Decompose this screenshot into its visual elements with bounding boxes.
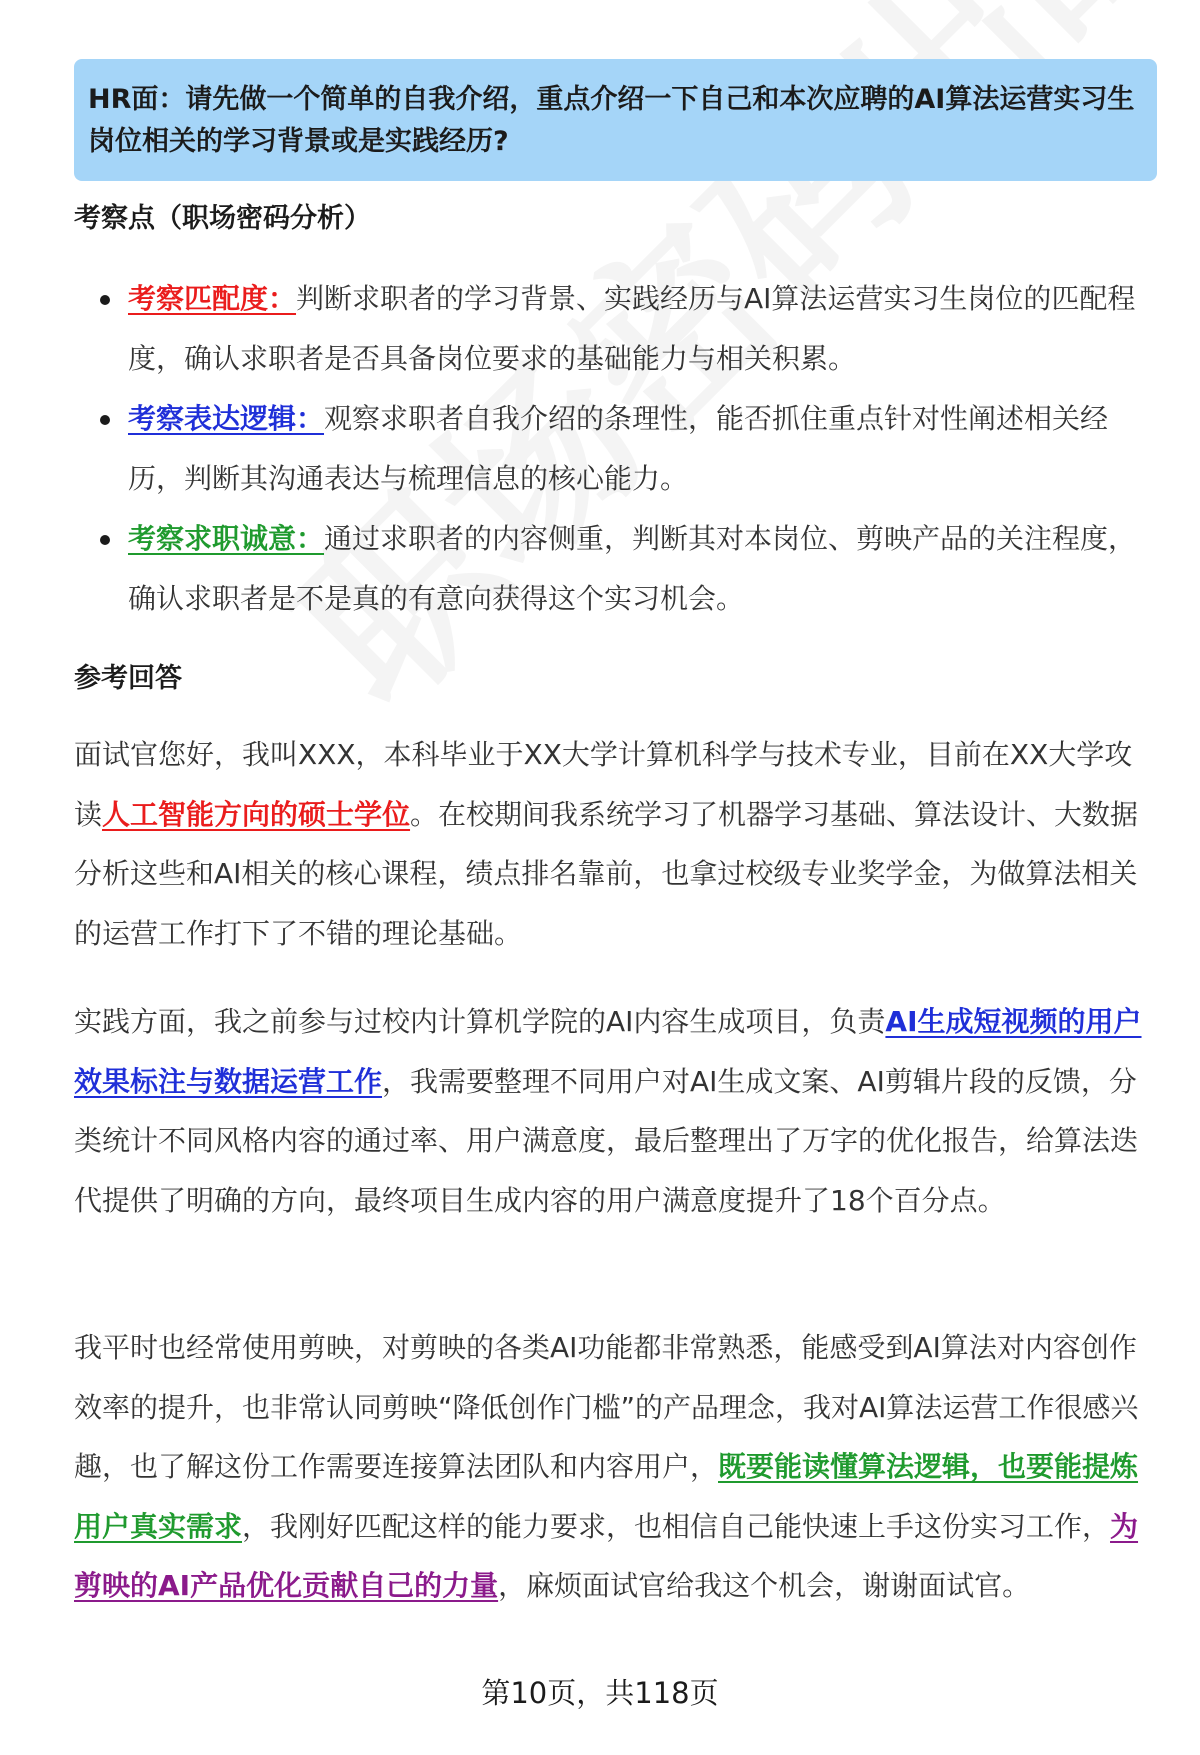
highlight-text: 既要能读懂算法逻辑，也要能提炼用户真实需求 [74,1450,1139,1543]
analysis-list [74,269,1157,629]
paragraph-text: 面试官您好，我叫XXX，本科毕业于XX大学计算机科学与技术专业，目前在XX大学攻读 [74,738,1133,831]
paragraph-text: 我平时也经常使用剪映，对剪映的各类AI功能都非常熟悉，能感受到AI算法对内容创作效率的提升，也非常认同剪映“降低创作门槛”的产品理念，我对AI算法运营工作很感兴趣，也了解这份工作需要连接算法团队和内容用户， [74,1331,1139,1483]
highlight-text: 为剪映的AI产品优化贡献自己的力量 [74,1509,1139,1602]
bullet-text: 通过求职者的内容侧重，判断其对本岗位、剪映产品的关注程度，确认求职者是不是真的有意向获得这个实习机会。 [128,522,1137,615]
answer-paragraph-3 [74,1318,1157,1616]
bullet-text: 观察求职者自我介绍的条理性，能否抓住重点针对性阐述相关经历，判断其沟通表达与梳理信息的核心能力。 [128,402,1109,495]
bullet-key: 考察匹配度： [128,282,297,315]
list-item [74,269,1157,389]
answer-paragraph-1 [74,725,1157,963]
page-number: 第10页，共118页 [481,1676,719,1710]
bullet-text: 判断求职者的学习背景、实践经历与AI算法运营实习生岗位的匹配程度，确认求职者是否具备岗位要求的基础能力与相关积累。 [128,282,1136,375]
paragraph-text: 。在校期间我系统学习了机器学习基础、算法设计、大数据分析这些和AI相关的核心课程，绩点排名靠前，也拿过校级专业奖学金，为做算法相关的运营工作打下了不错的理论基础。 [74,797,1139,950]
paragraph-text: ，麻烦面试官给我这个机会，谢谢面试官。 [498,1569,1031,1602]
paragraph-text: ，我需要整理不同用户对AI生成文案、AI剪辑片段的反馈，分类统计不同风格内容的通过率、用户满意度，最后整理出了万字的优化报告，给算法迭代提供了明确的方向，最终项目生成内容的用户满意度提升了18个百分点。 [74,1064,1139,1217]
list-item [74,389,1157,509]
section-title-answer: 参考回答 [74,663,182,694]
question-box [74,59,1157,181]
paragraph-text: ，我刚好匹配这样的能力要求，也相信自己能快速上手这份实习工作， [242,1509,1111,1543]
bullet-dot-icon [100,295,110,305]
list-item [74,509,1157,629]
paragraph-text: 实践方面，我之前参与过校内计算机学院的AI内容生成项目，负责 [74,1005,886,1038]
section-title-analysis: 考察点（职场密码分析） [74,203,371,234]
question-text: HR面：请先做一个简单的自我介绍，重点介绍一下自己和本次应聘的AI算法运营实习生岗位相关的学习背景或是实践经历? [88,84,1135,157]
highlight-text: AI生成短视频的用户效果标注与数据运营工作 [74,1005,1142,1098]
bullet-key: 考察表达逻辑： [128,402,325,435]
highlight-text: 人工智能方向的硕士学位 [102,797,411,831]
bullet-dot-icon [100,415,110,425]
answer-paragraph-2 [74,992,1157,1230]
bullet-dot-icon [100,535,110,545]
bullet-key: 考察求职诚意： [128,522,325,555]
